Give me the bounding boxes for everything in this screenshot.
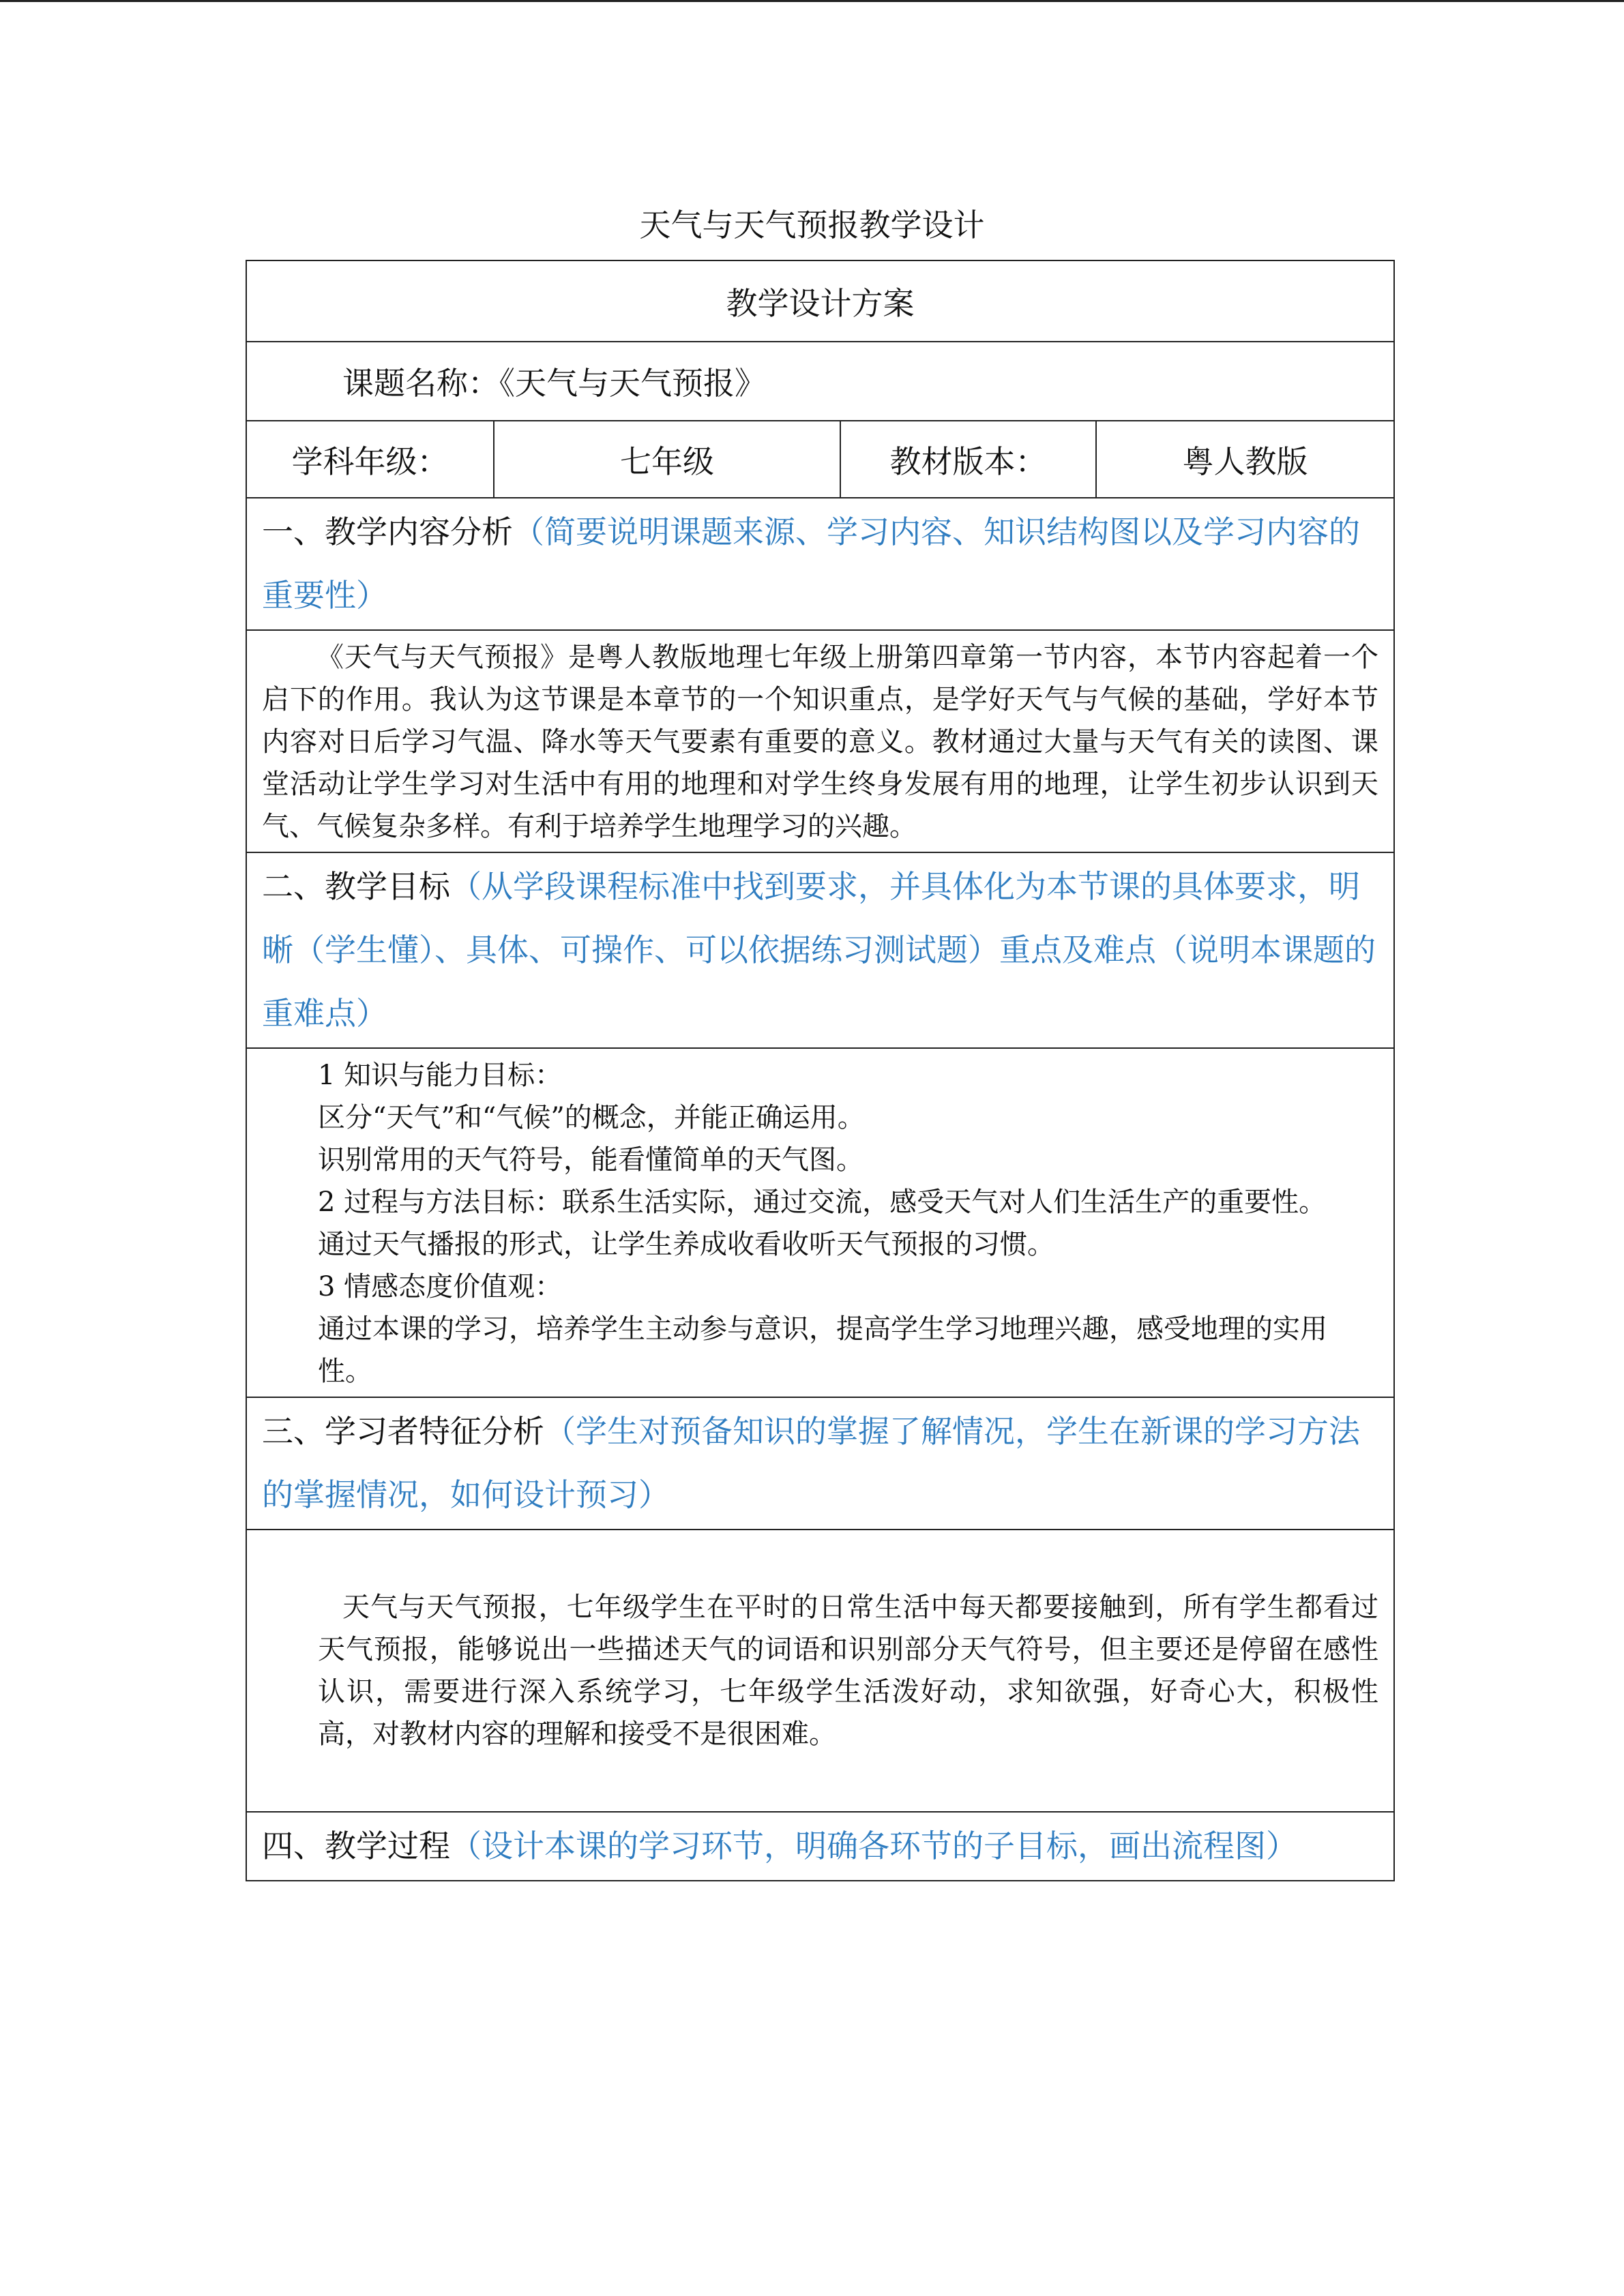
document-title: 天气与天气预报教学设计 — [639, 207, 985, 243]
section-title: 一、教学内容分析 — [262, 513, 513, 550]
objective-line: 3 情感态度价值观： — [318, 1271, 563, 1302]
objectives-block — [246, 1048, 1394, 1397]
section-title: 二、教学目标 — [262, 868, 450, 905]
edition-label: 教材版本： — [840, 421, 1096, 498]
objective-line: 通过本课的学习，培养学生主动参与意识，提高学生学习地理兴趣，感受地理的实用性。 — [318, 1313, 1327, 1387]
section-1-body-row — [246, 630, 1394, 852]
lesson-label: 课题名称： — [342, 365, 499, 402]
section-title: 三、学习者特征分析 — [262, 1413, 544, 1450]
meta-row — [246, 421, 1394, 498]
design-table — [246, 260, 1395, 1881]
objective-line: 识别常用的天气符号，能看懂简单的天气图。 — [318, 1144, 863, 1176]
section-hint: （简要说明课题来源、学习内容、知识结构图以及学习内容的重要性） — [262, 513, 1360, 614]
grade-value: 七年级 — [494, 421, 840, 498]
section-2-heading-row — [246, 852, 1394, 1048]
section-hint: （设计本课的学习环节，明确各环节的子目标，画出流程图） — [450, 1828, 1297, 1864]
section-hint: （学生对预备知识的掌握了解情况，学生在新课的学习方法的掌握情况，如何设计预习） — [262, 1413, 1360, 1513]
section-heading — [246, 498, 1394, 630]
section-heading — [246, 1397, 1394, 1530]
lesson-name: 《天气与天气预报》 — [499, 365, 766, 402]
plan-heading-row — [246, 260, 1394, 342]
objective-line: 1 知识与能力目标： — [318, 1060, 563, 1091]
section-title: 四、教学过程 — [262, 1828, 450, 1864]
section-4-heading-row — [246, 1812, 1394, 1881]
objective-line: 区分“天气”和“气候”的概念，并能正确运用。 — [318, 1102, 865, 1133]
lesson-row — [246, 342, 1394, 421]
lesson-cell — [246, 342, 1394, 421]
section-heading — [246, 852, 1394, 1048]
section-2-body-row — [246, 1048, 1394, 1397]
section-hint: （从学段课程标准中找到要求，并具体化为本节课的具体要求，明晰（学生懂）、具体、可操作、可以依据练习测试题）重点及难点（说明本课题的重难点） — [262, 868, 1376, 1032]
section-3-heading-row — [246, 1397, 1394, 1530]
objective-line: 2 过程与方法目标：联系生活实际，通过交流，感受天气对人们生活生产的重要性。 — [318, 1187, 1327, 1218]
section-1-heading-row — [246, 498, 1394, 630]
page-top-border — [0, 0, 1624, 2]
learner-analysis-text: 天气与天气预报，七年级学生在平时的日常生活中每天都要接触到，所有学生都看过天气预报，能够说出一些描述天气的词语和识别部分天气符号，但主要还是停留在感性认识，需要进行深入系统学习，七年级学生活泼好动，求知欲强，好奇心大，积极性高，对教材内容的理解和接受不是很困难。 — [246, 1530, 1394, 1812]
objective-line: 通过天气播报的形式，让学生养成收看收听天气预报的习惯。 — [318, 1229, 1054, 1260]
grade-label: 学科年级： — [246, 421, 494, 498]
content-analysis-text: 《天气与天气预报》是粤人教版地理七年级上册第四章第一节内容，本节内容起着一个启下的作用。我认为这节课是本章节的一个知识重点，是学好天气与气候的基础，学好本节内容对日后学习气温、降水等天气要素有重要的意义。教材通过大量与天气有关的读图、课堂活动让学生学习对生活中有用的地理和对学生终身发展有用的地理，让学生初步认识到天气、气候复杂多样。有利于培养学生地理学习的兴趣。 — [246, 630, 1394, 852]
edition-value: 粤人教版 — [1096, 421, 1394, 498]
section-heading — [246, 1812, 1394, 1881]
section-3-body-row — [246, 1530, 1394, 1812]
plan-heading: 教学设计方案 — [246, 260, 1394, 342]
